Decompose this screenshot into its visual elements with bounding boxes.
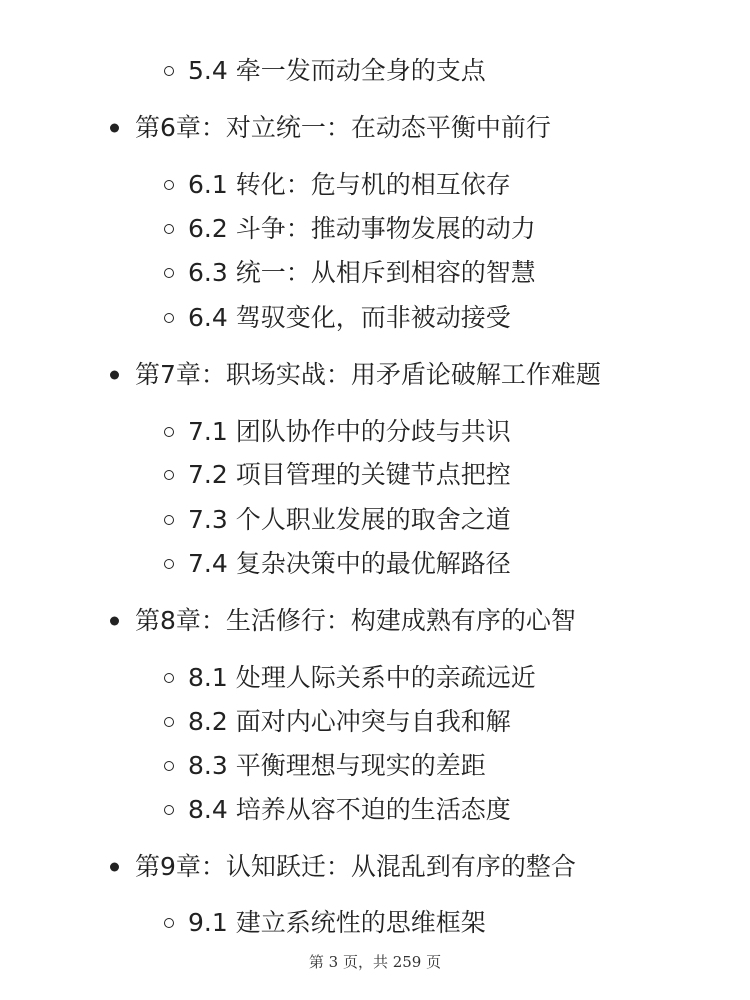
filled-bullet-icon [110,371,119,380]
filled-bullet-icon [110,617,119,626]
outline-item-text: 第8章：生活修行：构建成熟有序的心智 [135,606,576,635]
outline-item-text: 第7章：职场实战：用矛盾论破解工作难题 [135,360,601,389]
outline-item-text: 第9章：认知跃迁：从混乱到有序的整合 [135,852,576,881]
outline-item-text: 8.1 处理人际关系中的亲疏远近 [188,663,536,692]
outline-item-text: 8.3 平衡理想与现实的差距 [188,751,486,780]
filled-bullet-icon [110,124,119,133]
outline-item-text: 8.2 面对内心冲突与自我和解 [188,707,511,736]
hollow-bullet-icon [164,761,174,771]
page-number-footer: 第 3 页，共 259 页 [308,953,442,971]
outline-item-text: 6.1 转化：危与机的相互依存 [188,170,511,199]
hollow-bullet-icon [164,66,174,76]
hollow-bullet-icon [164,673,174,683]
outline-item-text: 7.2 项目管理的关键节点把控 [188,460,511,489]
outline-item-text: 5.4 牵一发而动全身的支点 [188,56,486,85]
outline-item-text: 7.1 团队协作中的分歧与共识 [188,417,511,446]
outline-item-text: 6.3 统一：从相斥到相容的智慧 [188,258,536,287]
hollow-bullet-icon [164,717,174,727]
outline-item-text: 7.3 个人职业发展的取舍之道 [188,505,511,534]
outline-item-text: 9.1 建立系统性的思维框架 [188,908,486,937]
hollow-bullet-icon [164,180,174,190]
outline-item-text: 6.4 驾驭变化，而非被动接受 [188,303,511,332]
hollow-bullet-icon [164,470,174,480]
hollow-bullet-icon [164,805,174,815]
outline-item-text: 第6章：对立统一：在动态平衡中前行 [135,113,551,142]
hollow-bullet-icon [164,559,174,569]
outline-item-text: 6.2 斗争：推动事物发展的动力 [188,214,536,243]
outline-item-text: 8.4 培养从容不迫的生活态度 [188,795,511,824]
hollow-bullet-icon [164,918,174,928]
hollow-bullet-icon [164,224,174,234]
filled-bullet-icon [110,863,119,872]
hollow-bullet-icon [164,427,174,437]
hollow-bullet-icon [164,268,174,278]
hollow-bullet-icon [164,515,174,525]
hollow-bullet-icon [164,313,174,323]
outline-item-text: 7.4 复杂决策中的最优解路径 [188,549,511,578]
